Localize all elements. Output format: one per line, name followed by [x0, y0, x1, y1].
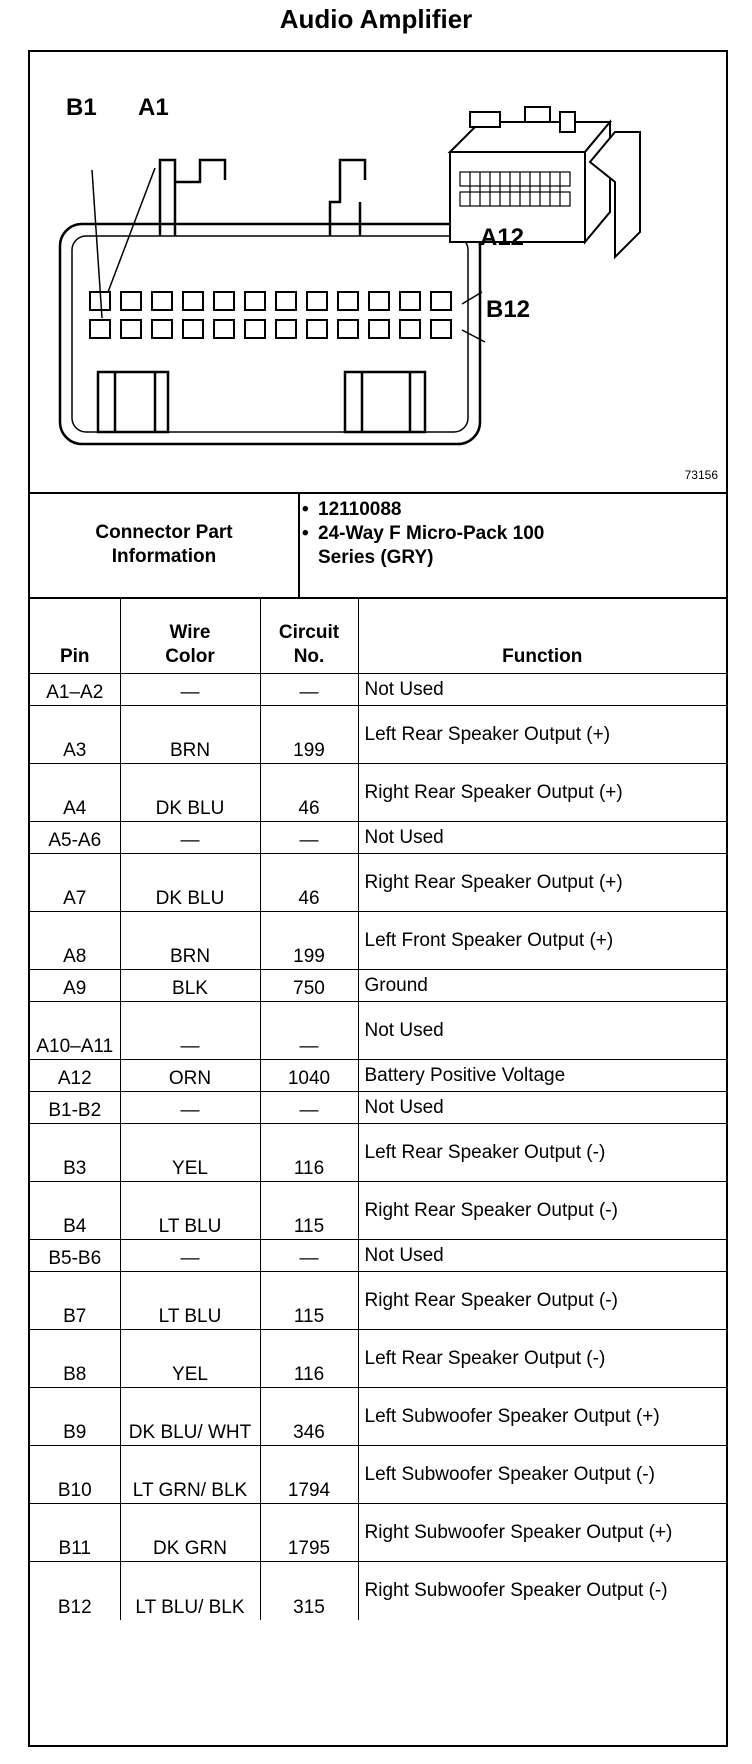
- cell-circuit: —: [260, 674, 358, 706]
- cell-pin: B12: [30, 1562, 120, 1620]
- pin-cavity: [90, 320, 110, 338]
- connector-inner: [72, 236, 468, 432]
- cell-wire-color: YEL: [120, 1124, 260, 1182]
- pin-cavity: [245, 320, 265, 338]
- pin-cavity: [214, 292, 234, 310]
- cell-pin: A5-A6: [30, 822, 120, 854]
- cell-wire-color: —: [120, 822, 260, 854]
- table-row: [30, 1446, 726, 1504]
- cell-pin: B8: [30, 1330, 120, 1388]
- pin-cavity: [369, 320, 389, 338]
- cell-circuit: 199: [260, 912, 358, 970]
- cell-pin: B10: [30, 1446, 120, 1504]
- cell-circuit: 116: [260, 1124, 358, 1182]
- cell-function: Right Rear Speaker Output (-): [358, 1272, 726, 1330]
- cell-circuit: 46: [260, 764, 358, 822]
- label-b1: B1: [66, 94, 97, 121]
- cell-pin: A3: [30, 706, 120, 764]
- cell-wire-color: DK BLU: [120, 854, 260, 912]
- pin-grid: [90, 292, 451, 338]
- cell-wire-color: BRN: [120, 706, 260, 764]
- cell-function: Left Rear Speaker Output (-): [358, 1124, 726, 1182]
- cell-pin: B1-B2: [30, 1092, 120, 1124]
- cell-circuit: 116: [260, 1330, 358, 1388]
- cell-circuit: 346: [260, 1388, 358, 1446]
- cell-wire-color: LT BLU/ BLK: [120, 1562, 260, 1620]
- cell-circuit: 199: [260, 706, 358, 764]
- table-row: [30, 764, 726, 822]
- table-row: [30, 1272, 726, 1330]
- cell-wire-color: LT BLU: [120, 1272, 260, 1330]
- cell-function: Not Used: [358, 1092, 726, 1124]
- table-row: [30, 1060, 726, 1092]
- cell-function: Right Subwoofer Speaker Output (-): [358, 1562, 726, 1620]
- table-header-row: [30, 598, 726, 674]
- cell-function: Right Rear Speaker Output (+): [358, 764, 726, 822]
- cell-pin: B4: [30, 1182, 120, 1240]
- pin-cavity: [400, 292, 420, 310]
- left-latch-hook: [175, 160, 225, 182]
- cell-pin: B5-B6: [30, 1240, 120, 1272]
- cell-circuit: —: [260, 822, 358, 854]
- page-title: Audio Amplifier: [279, 4, 473, 34]
- connector-info: [30, 492, 726, 599]
- table-row: [30, 706, 726, 764]
- cell-pin: A8: [30, 912, 120, 970]
- cell-wire-color: DK GRN: [120, 1504, 260, 1562]
- cell-wire-color: LT BLU: [120, 1182, 260, 1240]
- cell-function: Not Used: [358, 1002, 726, 1060]
- cell-wire-color: LT GRN/ BLK: [120, 1446, 260, 1504]
- pin-cavity: [183, 292, 203, 310]
- pin-cavity: [369, 292, 389, 310]
- table-row: [30, 1240, 726, 1272]
- cell-pin: A9: [30, 970, 120, 1002]
- cell-pin: A1–A2: [30, 674, 120, 706]
- cell-circuit: 1795: [260, 1504, 358, 1562]
- pin-cavity: [214, 320, 234, 338]
- connector-info-label-text: Connector Part Information: [95, 521, 233, 567]
- cell-circuit: —: [260, 1092, 358, 1124]
- cell-wire-color: —: [120, 1240, 260, 1272]
- connector-body: [60, 224, 480, 444]
- header-wire-color: [120, 598, 260, 674]
- header-pin: Pin: [30, 598, 120, 674]
- label-a1: A1: [138, 94, 169, 121]
- cell-wire-color: —: [120, 1002, 260, 1060]
- table-row: [30, 854, 726, 912]
- cell-circuit: 1040: [260, 1060, 358, 1092]
- pinout-rows: [30, 674, 726, 1620]
- cell-circuit: 115: [260, 1182, 358, 1240]
- cell-function: Ground: [358, 970, 726, 1002]
- pin-cavity: [245, 292, 265, 310]
- cell-pin: A4: [30, 764, 120, 822]
- cell-function: Right Rear Speaker Output (-): [358, 1182, 726, 1240]
- cell-pin: A10–A11: [30, 1002, 120, 1060]
- table-row: [30, 674, 726, 706]
- cell-circuit: 750: [260, 970, 358, 1002]
- cell-circuit: 115: [260, 1272, 358, 1330]
- pin-cavity: [121, 320, 141, 338]
- pin-cavity: [307, 292, 327, 310]
- cell-function: Right Subwoofer Speaker Output (+): [358, 1504, 726, 1562]
- cell-pin: A12: [30, 1060, 120, 1092]
- header-wire-color-text: Wire Color: [165, 622, 215, 667]
- table-row: [30, 822, 726, 854]
- cell-function: Left Front Speaker Output (+): [358, 912, 726, 970]
- pin-cavity: [338, 320, 358, 338]
- connector-info-details: [300, 498, 548, 570]
- table-row: [30, 912, 726, 970]
- left-bottom-tab: [98, 372, 168, 432]
- cell-wire-color: —: [120, 1092, 260, 1124]
- cell-wire-color: BRN: [120, 912, 260, 970]
- cell-pin: B3: [30, 1124, 120, 1182]
- table-row: [30, 970, 726, 1002]
- pin-cavity: [431, 320, 451, 338]
- cell-function: Not Used: [358, 674, 726, 706]
- pin-cavity: [431, 292, 451, 310]
- pin-cavity: [276, 292, 296, 310]
- cell-circuit: 315: [260, 1562, 358, 1620]
- cell-wire-color: ORN: [120, 1060, 260, 1092]
- connector-drawing: [30, 52, 726, 492]
- cell-function: Battery Positive Voltage: [358, 1060, 726, 1092]
- connector-thumbnail: [450, 107, 640, 257]
- cell-circuit: 1794: [260, 1446, 358, 1504]
- cell-circuit: —: [260, 1002, 358, 1060]
- right-bottom-tab: [345, 372, 425, 432]
- cell-pin: B9: [30, 1388, 120, 1446]
- pin-cavity: [183, 320, 203, 338]
- cell-function: Right Rear Speaker Output (+): [358, 854, 726, 912]
- pin-cavity: [400, 320, 420, 338]
- pin-cavity: [276, 320, 296, 338]
- cell-wire-color: DK BLU/ WHT: [120, 1388, 260, 1446]
- cell-function: Left Rear Speaker Output (-): [358, 1330, 726, 1388]
- cell-function: Left Subwoofer Speaker Output (-): [358, 1446, 726, 1504]
- label-b12: B12: [486, 296, 531, 323]
- header-function: Function: [358, 598, 726, 674]
- table-row: [30, 1388, 726, 1446]
- header-circuit-text: Circuit No.: [278, 622, 340, 667]
- pin-cavity: [307, 320, 327, 338]
- cell-circuit: 46: [260, 854, 358, 912]
- table-row: [30, 1562, 726, 1620]
- cell-pin: A7: [30, 854, 120, 912]
- cell-circuit: —: [260, 1240, 358, 1272]
- table-row: [30, 1092, 726, 1124]
- cell-pin: B11: [30, 1504, 120, 1562]
- pin-cavity: [338, 292, 358, 310]
- table-row: [30, 1124, 726, 1182]
- connector-diagram: [30, 52, 726, 494]
- cell-pin: B7: [30, 1272, 120, 1330]
- pinout-frame: [28, 50, 728, 1747]
- pin-cavity: [152, 320, 172, 338]
- connector-type: • 24-Way F Micro-Pack 100 Series (GRY): [300, 522, 548, 570]
- cell-wire-color: BLK: [120, 970, 260, 1002]
- cell-function: Left Subwoofer Speaker Output (+): [358, 1388, 726, 1446]
- cell-wire-color: —: [120, 674, 260, 706]
- cell-function: Left Rear Speaker Output (+): [358, 706, 726, 764]
- table-row: [30, 1002, 726, 1060]
- table-row: [30, 1330, 726, 1388]
- pin-cavity: [152, 292, 172, 310]
- figure-number: 73156: [684, 468, 718, 482]
- label-a12: A12: [480, 224, 525, 251]
- part-number: • 12110088: [300, 498, 548, 522]
- pinout-table: [30, 597, 726, 1620]
- header-circuit: [260, 598, 358, 674]
- table-row: [30, 1182, 726, 1240]
- cell-wire-color: YEL: [120, 1330, 260, 1388]
- cell-wire-color: DK BLU: [120, 764, 260, 822]
- pin-cavity: [121, 292, 141, 310]
- table-row: [30, 1504, 726, 1562]
- cell-function: Not Used: [358, 822, 726, 854]
- connector-info-label: [30, 492, 300, 597]
- cell-function: Not Used: [358, 1240, 726, 1272]
